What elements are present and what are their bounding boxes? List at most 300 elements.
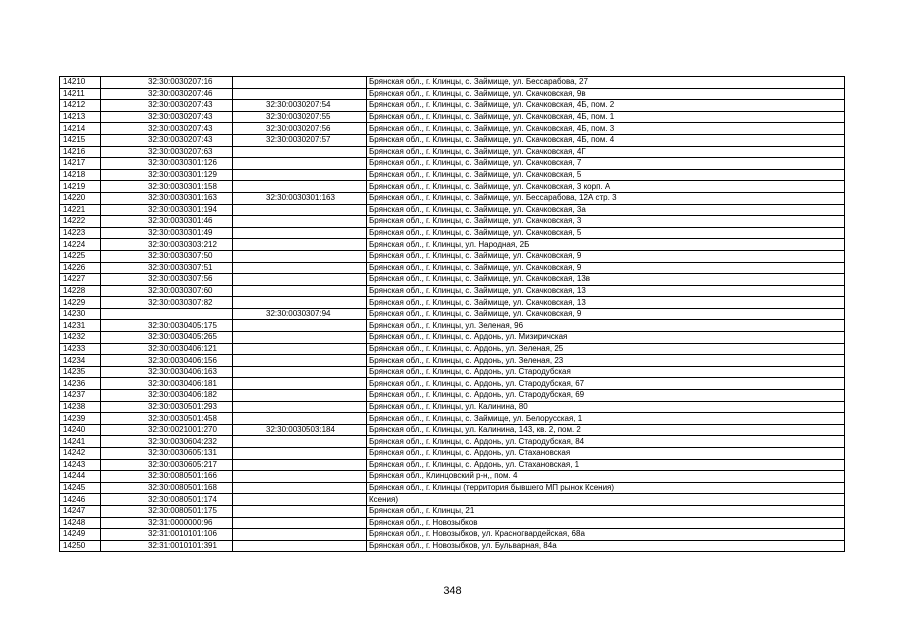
address-text: Брянская обл., г. Клинцы, с. Ардонь, ул. Стародубская xyxy=(369,367,571,377)
cadastral-number-cell xyxy=(101,181,233,193)
cadastral-number-cell xyxy=(101,262,233,274)
related-cadastral-text xyxy=(235,158,266,167)
table-row xyxy=(60,216,845,228)
row-number-cell xyxy=(60,355,101,367)
address-cell xyxy=(367,262,845,274)
related-cadastral-cell xyxy=(233,239,367,251)
row-number-cell xyxy=(60,482,101,494)
cadastral-number-text: 32:30:0030207:43 xyxy=(148,100,213,110)
row-number-text: 14237 xyxy=(63,390,86,400)
related-cadastral-text xyxy=(235,356,266,365)
row-number-text: 14223 xyxy=(63,228,86,238)
row-number-cell xyxy=(60,529,101,541)
related-cadastral-cell xyxy=(233,355,367,367)
cadastral-number-cell xyxy=(101,471,233,483)
row-number-text: 14219 xyxy=(63,181,86,191)
related-cadastral-text xyxy=(235,263,266,272)
related-cadastral-text xyxy=(235,205,266,214)
row-number-cell xyxy=(60,378,101,390)
address-cell xyxy=(367,332,845,344)
row-number-text: 14243 xyxy=(63,459,86,469)
address-cell xyxy=(367,239,845,251)
address-text: Брянская обл., г. Клинцы, с. Займище, ул. Скачковская, 4Б, пом. 2 xyxy=(369,100,615,110)
related-cadastral-text xyxy=(235,216,266,225)
address-text: Брянская обл., г. Новозыбков, ул. Красногвардейская, 68а xyxy=(369,529,585,539)
cadastral-number-text: 32:30:0030207:43 xyxy=(148,135,213,145)
cadastral-number-cell xyxy=(101,459,233,471)
address-text: Брянская обл., г. Клинцы, с. Ардонь, ул. Зеленая, 23 xyxy=(369,355,564,365)
cadastral-number-cell xyxy=(101,297,233,309)
row-number-text: 14225 xyxy=(63,251,86,261)
cadastral-number-text: 32:30:0030207:43 xyxy=(148,112,213,122)
related-cadastral-cell xyxy=(233,204,367,216)
row-number-text: 14227 xyxy=(63,274,86,284)
table-row xyxy=(60,343,845,355)
address-cell xyxy=(367,111,845,123)
table-row xyxy=(60,448,845,460)
address-cell xyxy=(367,250,845,262)
address-cell xyxy=(367,169,845,181)
address-cell xyxy=(367,459,845,471)
cadastral-number-text: 32:30:0030301:49 xyxy=(148,228,213,238)
registry-table-body xyxy=(60,77,845,552)
cadastral-number-text: 32:31:0010101:391 xyxy=(148,541,217,551)
table-row xyxy=(60,285,845,297)
cadastral-number-cell xyxy=(101,239,233,251)
cadastral-number-cell xyxy=(101,448,233,460)
address-cell xyxy=(367,355,845,367)
cadastral-number-cell xyxy=(101,494,233,506)
row-number-cell xyxy=(60,169,101,181)
cadastral-number-text: 32:30:0080501:168 xyxy=(148,483,217,493)
table-row xyxy=(60,540,845,552)
address-cell xyxy=(367,88,845,100)
row-number-cell xyxy=(60,250,101,262)
row-number-text: 14238 xyxy=(63,401,86,411)
address-text: Брянская обл., г. Клинцы, с. Займище, ул. Скачковская, 4Б, пом. 4 xyxy=(369,135,615,145)
row-number-cell xyxy=(60,343,101,355)
table-row xyxy=(60,366,845,378)
address-text: Ксения) xyxy=(369,494,398,504)
row-number-text: 14248 xyxy=(63,517,86,527)
row-number-cell xyxy=(60,320,101,332)
address-cell xyxy=(367,181,845,193)
related-cadastral-text xyxy=(235,170,266,179)
cadastral-number-text: 32:30:0030501:293 xyxy=(148,401,217,411)
related-cadastral-text xyxy=(235,286,266,295)
related-cadastral-text xyxy=(235,228,266,237)
related-cadastral-cell xyxy=(233,401,367,413)
cadastral-number-cell xyxy=(101,88,233,100)
row-number-cell xyxy=(60,216,101,228)
cadastral-number-text: 32:30:0030207:63 xyxy=(148,146,213,156)
table-row xyxy=(60,505,845,517)
related-cadastral-cell xyxy=(233,100,367,112)
related-cadastral-text xyxy=(235,518,266,527)
address-text: Брянская обл., г. Клинцы, с. Ардонь, ул. Стародубская, 67 xyxy=(369,378,585,388)
table-row xyxy=(60,111,845,123)
row-number-cell xyxy=(60,204,101,216)
row-number-cell xyxy=(60,448,101,460)
address-cell xyxy=(367,401,845,413)
related-cadastral-text xyxy=(235,448,266,457)
cadastral-number-cell xyxy=(101,204,233,216)
related-cadastral-text xyxy=(235,251,266,260)
table-row xyxy=(60,401,845,413)
row-number-text: 14231 xyxy=(63,320,86,330)
address-text: Брянская обл., г. Клинцы, с. Займище, ул. Скачковская, 5 xyxy=(369,170,582,180)
table-row xyxy=(60,146,845,158)
address-text: Брянская обл., г. Клинцы, 21 xyxy=(369,506,475,516)
row-number-text: 14235 xyxy=(63,367,86,377)
related-cadastral-text xyxy=(235,460,266,469)
related-cadastral-cell xyxy=(233,494,367,506)
address-text: Брянская обл., г. Клинцы, с. Займище, ул. Бессарабова, 27 xyxy=(369,77,588,87)
row-number-text: 14241 xyxy=(63,436,86,446)
cadastral-number-cell xyxy=(101,158,233,170)
address-text: Брянская обл., г. Клинцы, с. Займище, ул. Скачковская, 7 xyxy=(369,158,582,168)
related-cadastral-text xyxy=(235,274,266,283)
related-cadastral-cell xyxy=(233,297,367,309)
row-number-cell xyxy=(60,192,101,204)
row-number-text: 14213 xyxy=(63,112,86,122)
cadastral-number-text: 32:30:0030303:212 xyxy=(148,239,217,249)
related-cadastral-cell xyxy=(233,262,367,274)
cadastral-number-text: 32:30:0030301:126 xyxy=(148,158,217,168)
address-text: Брянская обл., г. Клинцы, с. Займище, ул. Скачковская, 4Г xyxy=(369,146,586,156)
related-cadastral-text xyxy=(235,402,266,411)
row-number-cell xyxy=(60,413,101,425)
cadastral-number-cell xyxy=(101,100,233,112)
row-number-text: 14236 xyxy=(63,378,86,388)
address-text: Брянская обл., г. Новозыбков xyxy=(369,517,478,527)
related-cadastral-text: 32:30:0030207:56 xyxy=(266,123,331,133)
address-cell xyxy=(367,343,845,355)
table-row xyxy=(60,227,845,239)
cadastral-number-text: 32:30:0030605:217 xyxy=(148,459,217,469)
address-text: Брянская обл., г. Клинцы, с. Займище, ул. Скачковская, 3 xyxy=(369,216,582,226)
row-number-text: 14240 xyxy=(63,425,86,435)
cadastral-number-cell xyxy=(101,308,233,320)
cadastral-number-text: 32:30:0030405:175 xyxy=(148,320,217,330)
table-row xyxy=(60,297,845,309)
related-cadastral-text: 32:30:0030503:184 xyxy=(266,425,335,435)
cadastral-number-text: 32:30:0030307:82 xyxy=(148,297,213,307)
row-number-cell xyxy=(60,366,101,378)
cadastral-number-text: 32:31:0000000:96 xyxy=(148,517,213,527)
cadastral-number-text: 32:30:0030406:182 xyxy=(148,390,217,400)
row-number-cell xyxy=(60,77,101,89)
address-text: Брянская обл., г. Клинцы, ул. Зеленая, 96 xyxy=(369,320,524,330)
address-text: Брянская обл., г. Клинцы, с. Займище, ул. Скачковская, 13 xyxy=(369,297,586,307)
related-cadastral-cell xyxy=(233,517,367,529)
cadastral-number-cell xyxy=(101,366,233,378)
row-number-text: 14210 xyxy=(63,77,86,87)
address-cell xyxy=(367,378,845,390)
address-cell xyxy=(367,274,845,286)
row-number-text: 14239 xyxy=(63,413,86,423)
row-number-text: 14242 xyxy=(63,448,86,458)
related-cadastral-text xyxy=(235,298,266,307)
cadastral-number-cell xyxy=(101,250,233,262)
row-number-text: 14218 xyxy=(63,170,86,180)
related-cadastral-cell xyxy=(233,332,367,344)
table-row xyxy=(60,471,845,483)
row-number-cell xyxy=(60,297,101,309)
row-number-text: 14244 xyxy=(63,471,86,481)
related-cadastral-cell xyxy=(233,285,367,297)
related-cadastral-text xyxy=(235,147,266,156)
row-number-text: 14246 xyxy=(63,494,86,504)
cadastral-number-text: 32:30:0030301:46 xyxy=(148,216,213,226)
address-text: Брянская обл., г. Клинцы, с. Займище, ул. Скачковская, 5 xyxy=(369,228,582,238)
address-cell xyxy=(367,448,845,460)
table-row xyxy=(60,494,845,506)
row-number-text: 14247 xyxy=(63,506,86,516)
table-row xyxy=(60,378,845,390)
row-number-text: 14215 xyxy=(63,135,86,145)
cadastral-number-text: 32:30:0021001:270 xyxy=(148,425,217,435)
row-number-cell xyxy=(60,262,101,274)
table-row xyxy=(60,517,845,529)
cadastral-number-text: 32:30:0080501:174 xyxy=(148,494,217,504)
address-cell xyxy=(367,320,845,332)
cadastral-number-cell xyxy=(101,343,233,355)
table-row xyxy=(60,250,845,262)
cadastral-number-cell xyxy=(101,505,233,517)
related-cadastral-cell xyxy=(233,459,367,471)
table-row xyxy=(60,436,845,448)
address-text: Брянская обл., г. Клинцы, с. Займище, ул. Скачковская, 9в xyxy=(369,88,586,98)
related-cadastral-text: 32:30:0030207:57 xyxy=(266,135,331,145)
related-cadastral-cell xyxy=(233,413,367,425)
table-row xyxy=(60,169,845,181)
related-cadastral-text xyxy=(235,390,266,399)
cadastral-number-text: 32:30:0030207:16 xyxy=(148,77,213,87)
row-number-cell xyxy=(60,146,101,158)
address-cell xyxy=(367,123,845,135)
table-row xyxy=(60,239,845,251)
related-cadastral-cell xyxy=(233,111,367,123)
row-number-text: 14228 xyxy=(63,285,86,295)
related-cadastral-cell xyxy=(233,505,367,517)
address-text: Брянская обл., г. Клинцы, ул. Народная, 2Б xyxy=(369,239,530,249)
related-cadastral-cell xyxy=(233,181,367,193)
related-cadastral-text: 32:30:0030307:94 xyxy=(266,309,331,319)
related-cadastral-cell xyxy=(233,320,367,332)
cadastral-number-cell xyxy=(101,401,233,413)
table-row xyxy=(60,308,845,320)
cadastral-number-cell xyxy=(101,378,233,390)
related-cadastral-text xyxy=(235,483,266,492)
cadastral-number-cell xyxy=(101,227,233,239)
address-cell xyxy=(367,100,845,112)
cadastral-number-text: 32:30:0030307:51 xyxy=(148,262,213,272)
row-number-text: 14224 xyxy=(63,239,86,249)
related-cadastral-cell xyxy=(233,471,367,483)
related-cadastral-cell xyxy=(233,308,367,320)
row-number-text: 14226 xyxy=(63,262,86,272)
row-number-cell xyxy=(60,274,101,286)
row-number-text: 14214 xyxy=(63,123,86,133)
address-text: Брянская обл., г. Клинцы, с. Займище, ул. Белорусская, 1 xyxy=(369,413,583,423)
row-number-cell xyxy=(60,390,101,402)
row-number-cell xyxy=(60,517,101,529)
cadastral-number-text: 32:30:0030501:458 xyxy=(148,413,217,423)
row-number-cell xyxy=(60,332,101,344)
cadastral-number-text: 32:30:0030604:232 xyxy=(148,436,217,446)
address-text: Брянская обл., г. Клинцы, с. Займище, ул. Скачковская, 13 xyxy=(369,285,586,295)
row-number-cell xyxy=(60,134,101,146)
row-number-text: 14222 xyxy=(63,216,86,226)
row-number-cell xyxy=(60,123,101,135)
cadastral-number-cell xyxy=(101,146,233,158)
address-cell xyxy=(367,192,845,204)
address-text: Брянская обл., Клинцовский р-н,, пом. 4 xyxy=(369,471,518,481)
cadastral-number-cell xyxy=(101,111,233,123)
address-cell xyxy=(367,285,845,297)
cadastral-number-text: 32:31:0010101:106 xyxy=(148,529,217,539)
address-cell xyxy=(367,77,845,89)
related-cadastral-cell xyxy=(233,169,367,181)
related-cadastral-text xyxy=(235,495,266,504)
related-cadastral-text xyxy=(235,506,266,515)
related-cadastral-text xyxy=(235,367,266,376)
row-number-cell xyxy=(60,401,101,413)
row-number-cell xyxy=(60,111,101,123)
cadastral-number-cell xyxy=(101,517,233,529)
related-cadastral-cell xyxy=(233,540,367,552)
table-row xyxy=(60,181,845,193)
address-cell xyxy=(367,540,845,552)
row-number-text: 14230 xyxy=(63,309,86,319)
row-number-cell xyxy=(60,494,101,506)
table-row xyxy=(60,274,845,286)
related-cadastral-text: 32:30:0030207:54 xyxy=(266,100,331,110)
address-text: Брянская обл., г. Клинцы, с. Займище, ул. Бессарабова, 12А стр. 3 xyxy=(369,193,617,203)
page-number: 348 xyxy=(443,585,462,597)
related-cadastral-text xyxy=(235,414,266,423)
related-cadastral-text xyxy=(235,182,266,191)
cadastral-number-text: 32:30:0030406:156 xyxy=(148,355,217,365)
related-cadastral-cell xyxy=(233,158,367,170)
address-cell xyxy=(367,297,845,309)
cadastral-number-text: 32:30:0030307:56 xyxy=(148,274,213,284)
row-number-cell xyxy=(60,100,101,112)
row-number-text: 14217 xyxy=(63,158,86,168)
address-cell xyxy=(367,436,845,448)
address-cell xyxy=(367,529,845,541)
table-row xyxy=(60,192,845,204)
table-row xyxy=(60,424,845,436)
row-number-text: 14221 xyxy=(63,204,86,214)
address-text: Брянская обл., г. Клинцы, с. Займище, ул. Скачковская, 4Б, пом. 1 xyxy=(369,112,615,122)
address-cell xyxy=(367,204,845,216)
cadastral-number-cell xyxy=(101,332,233,344)
address-cell xyxy=(367,494,845,506)
address-cell xyxy=(367,390,845,402)
row-number-text: 14232 xyxy=(63,332,86,342)
row-number-cell xyxy=(60,227,101,239)
related-cadastral-text xyxy=(235,332,266,341)
cadastral-number-text: 32:30:0030605:131 xyxy=(148,448,217,458)
cadastral-number-cell xyxy=(101,77,233,89)
table-row xyxy=(60,320,845,332)
related-cadastral-cell xyxy=(233,123,367,135)
address-text: Брянская обл., г. Клинцы, с. Займище, ул. Скачковская, 4Б, пом. 3 xyxy=(369,123,615,133)
related-cadastral-text: 32:30:0030207:55 xyxy=(266,112,331,122)
cadastral-number-cell xyxy=(101,482,233,494)
cadastral-number-cell xyxy=(101,320,233,332)
cadastral-number-cell xyxy=(101,436,233,448)
address-text: Брянская обл., г. Клинцы, с. Ардонь, ул. Стародубская, 84 xyxy=(369,436,585,446)
address-cell xyxy=(367,216,845,228)
cadastral-number-cell xyxy=(101,274,233,286)
table-row xyxy=(60,204,845,216)
table-row xyxy=(60,100,845,112)
cadastral-number-text: 32:30:0030301:194 xyxy=(148,204,217,214)
cadastral-number-text: 32:30:0030207:46 xyxy=(148,88,213,98)
address-cell xyxy=(367,517,845,529)
cadastral-number-cell xyxy=(101,169,233,181)
address-text: Брянская обл., г. Клинцы, с. Займище, ул. Скачковская, 9 xyxy=(369,262,582,272)
address-cell xyxy=(367,227,845,239)
row-number-text: 14250 xyxy=(63,541,86,551)
row-number-text: 14229 xyxy=(63,297,86,307)
row-number-text: 14233 xyxy=(63,343,86,353)
related-cadastral-cell xyxy=(233,227,367,239)
table-row xyxy=(60,332,845,344)
row-number-cell xyxy=(60,459,101,471)
cadastral-number-cell xyxy=(101,424,233,436)
address-cell xyxy=(367,482,845,494)
row-number-text: 14249 xyxy=(63,529,86,539)
cadastral-number-cell xyxy=(101,529,233,541)
row-number-text: 14220 xyxy=(63,193,86,203)
table-row xyxy=(60,482,845,494)
row-number-cell xyxy=(60,239,101,251)
cadastral-number-cell xyxy=(101,355,233,367)
row-number-cell xyxy=(60,308,101,320)
row-number-text: 14216 xyxy=(63,146,86,156)
address-text: Брянская обл., г. Новозыбков, ул. Бульварная, 84а xyxy=(369,541,557,551)
cadastral-number-text: 32:30:0030405:265 xyxy=(148,332,217,342)
cadastral-number-text: 32:30:0080501:175 xyxy=(148,506,217,516)
address-cell xyxy=(367,146,845,158)
address-text: Брянская обл., г. Клинцы, с. Ардонь, ул. Стахановская, 1 xyxy=(369,459,580,469)
table-row xyxy=(60,262,845,274)
related-cadastral-text xyxy=(235,89,266,98)
address-cell xyxy=(367,158,845,170)
cadastral-number-text: 32:30:0030301:158 xyxy=(148,181,217,191)
table-row xyxy=(60,134,845,146)
table-row xyxy=(60,88,845,100)
table-row xyxy=(60,413,845,425)
cadastral-number-text: 32:30:0030406:121 xyxy=(148,343,217,353)
cadastral-number-text: 32:30:0030307:60 xyxy=(148,285,213,295)
row-number-text: 14245 xyxy=(63,483,86,493)
related-cadastral-cell xyxy=(233,146,367,158)
address-text: Брянская обл., г. Клинцы (территория бывшего МП рынок Ксения) xyxy=(369,483,615,493)
row-number-cell xyxy=(60,505,101,517)
address-text: Брянская обл., г. Клинцы, с. Ардонь, ул. Стахановская xyxy=(369,448,571,458)
related-cadastral-cell xyxy=(233,250,367,262)
related-cadastral-cell xyxy=(233,482,367,494)
address-text: Брянская обл., г. Клинцы, с. Займище, ул. Скачковская, 9 xyxy=(369,309,582,319)
address-cell xyxy=(367,505,845,517)
cadastral-number-cell xyxy=(101,540,233,552)
related-cadastral-text xyxy=(235,529,266,538)
